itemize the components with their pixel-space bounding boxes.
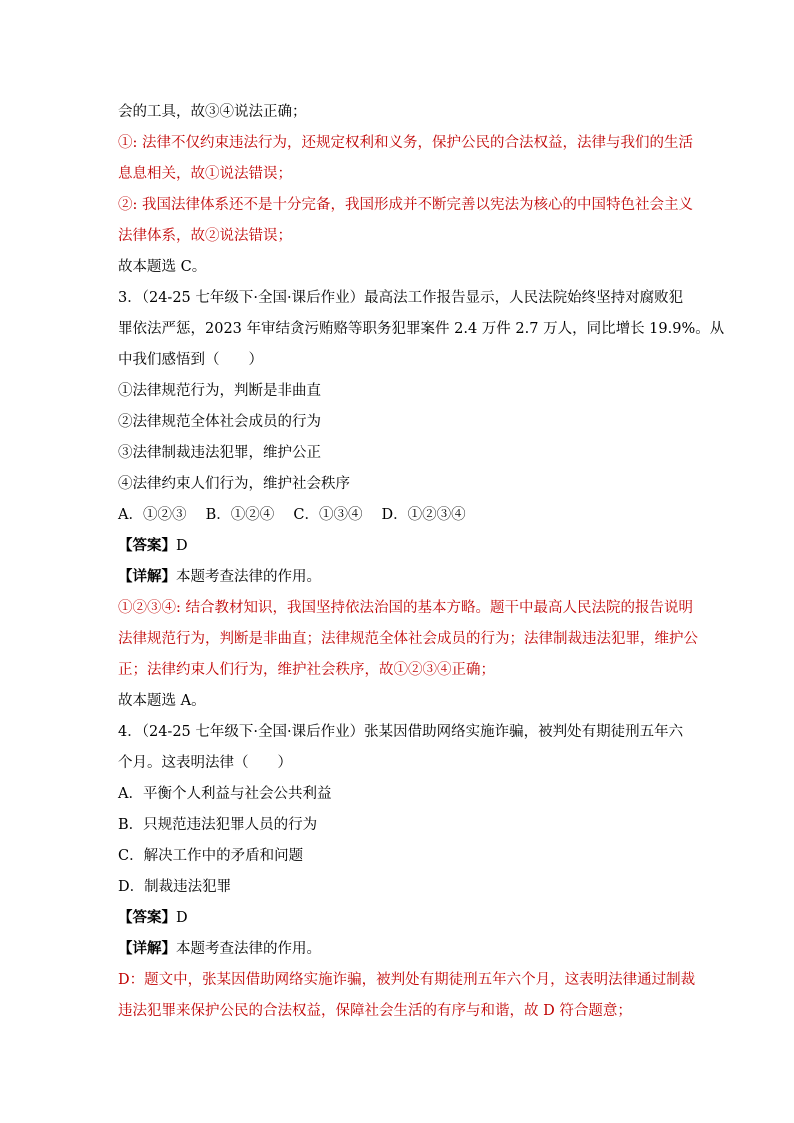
question-3-statement-3: ③法律制裁违法犯罪，维护公正 xyxy=(118,445,321,461)
analysis-option-1-cont: 息息相关，故①说法错误； xyxy=(118,166,292,182)
explanation-tag: 【详解】 xyxy=(118,568,176,585)
answer-value: D xyxy=(176,910,188,926)
question-4-choice-c: C．解决工作中的矛盾和问题 xyxy=(118,848,304,864)
question-3-explanation xyxy=(118,566,678,588)
answer-value: D xyxy=(176,538,188,554)
question-3-analysis-end: 正；法律约束人们行为，维护社会秩序，故①②③④正确； xyxy=(118,662,495,678)
question-4-answer xyxy=(118,907,678,929)
answer-tag: 【答案】 xyxy=(118,537,176,554)
question-4-stem-cont: 个月。这表明法律（ ） xyxy=(118,755,292,771)
analysis-line: 会的工具，故③④说法正确； xyxy=(118,104,307,120)
question-3-stem-end: 中我们感悟到（ ） xyxy=(118,352,263,368)
conclusion-line: 故本题选 C。 xyxy=(118,259,207,275)
question-4-explanation xyxy=(118,938,678,960)
question-3-statement-2: ②法律规范全体社会成员的行为 xyxy=(118,414,321,430)
analysis-option-1: ①: 法律不仅约束违法行为，还规定权利和义务，保护公民的合法权益，法律与我们的生活 xyxy=(118,135,693,151)
question-4-stem: 4．（24-25 七年级下·全国·课后作业）张某因借助网络实施诈骗，被判处有期徒刑五年六 xyxy=(118,724,684,740)
question-3-analysis: ①②③④: 结合教材知识，我国坚持依法治国的基本方略。题干中最高人民法院的报告说明 xyxy=(118,600,693,616)
question-3-stem: 3．（24-25 七年级下·全国·课后作业）最高法工作报告显示，人民法院始终坚持对腐败犯 xyxy=(118,290,684,306)
question-4-choice-b: B．只规范违法犯罪人员的行为 xyxy=(118,817,318,833)
explanation-text: 本题考查法律的作用。 xyxy=(176,569,321,585)
question-3-statement-1: ①法律规范行为，判断是非曲直 xyxy=(118,383,321,399)
question-4-choice-a: A．平衡个人利益与社会公共利益 xyxy=(118,786,332,802)
answer-tag: 【答案】 xyxy=(118,909,176,926)
question-4-analysis-cont: 违法犯罪来保护公民的合法权益，保障社会生活的有序与和谐，故 D 符合题意； xyxy=(118,1003,632,1019)
question-3-choices: A．①②③ B．①②④ C．①③④ D．①②③④ xyxy=(118,507,466,523)
question-4-choice-d: D．制裁违法犯罪 xyxy=(118,879,232,895)
analysis-option-2-cont: 法律体系，故②说法错误； xyxy=(118,228,292,244)
explanation-tag: 【详解】 xyxy=(118,940,176,957)
explanation-text: 本题考查法律的作用。 xyxy=(176,941,321,957)
question-3-statement-4: ④法律约束人们行为，维护社会秩序 xyxy=(118,476,350,492)
analysis-option-2: ②: 我国法律体系还不是十分完备，我国形成并不断完善以宪法为核心的中国特色社会主义 xyxy=(118,197,693,213)
question-3-stem-cont: 罪依法严惩，2023 年审结贪污贿赂等职务犯罪案件 2.4 万件 2.7 万人，同比增长 19.9%。从 xyxy=(118,321,725,337)
question-4-analysis: D：题文中，张某因借助网络实施诈骗，被判处有期徒刑五年六个月，这表明法律通过制裁 xyxy=(118,972,696,988)
question-3-analysis-cont: 法律规范行为，判断是非曲直；法律规范全体社会成员的行为；法律制裁违法犯罪，维护公 xyxy=(118,631,698,647)
question-3-conclusion: 故本题选 A。 xyxy=(118,693,206,709)
question-3-answer xyxy=(118,535,678,557)
